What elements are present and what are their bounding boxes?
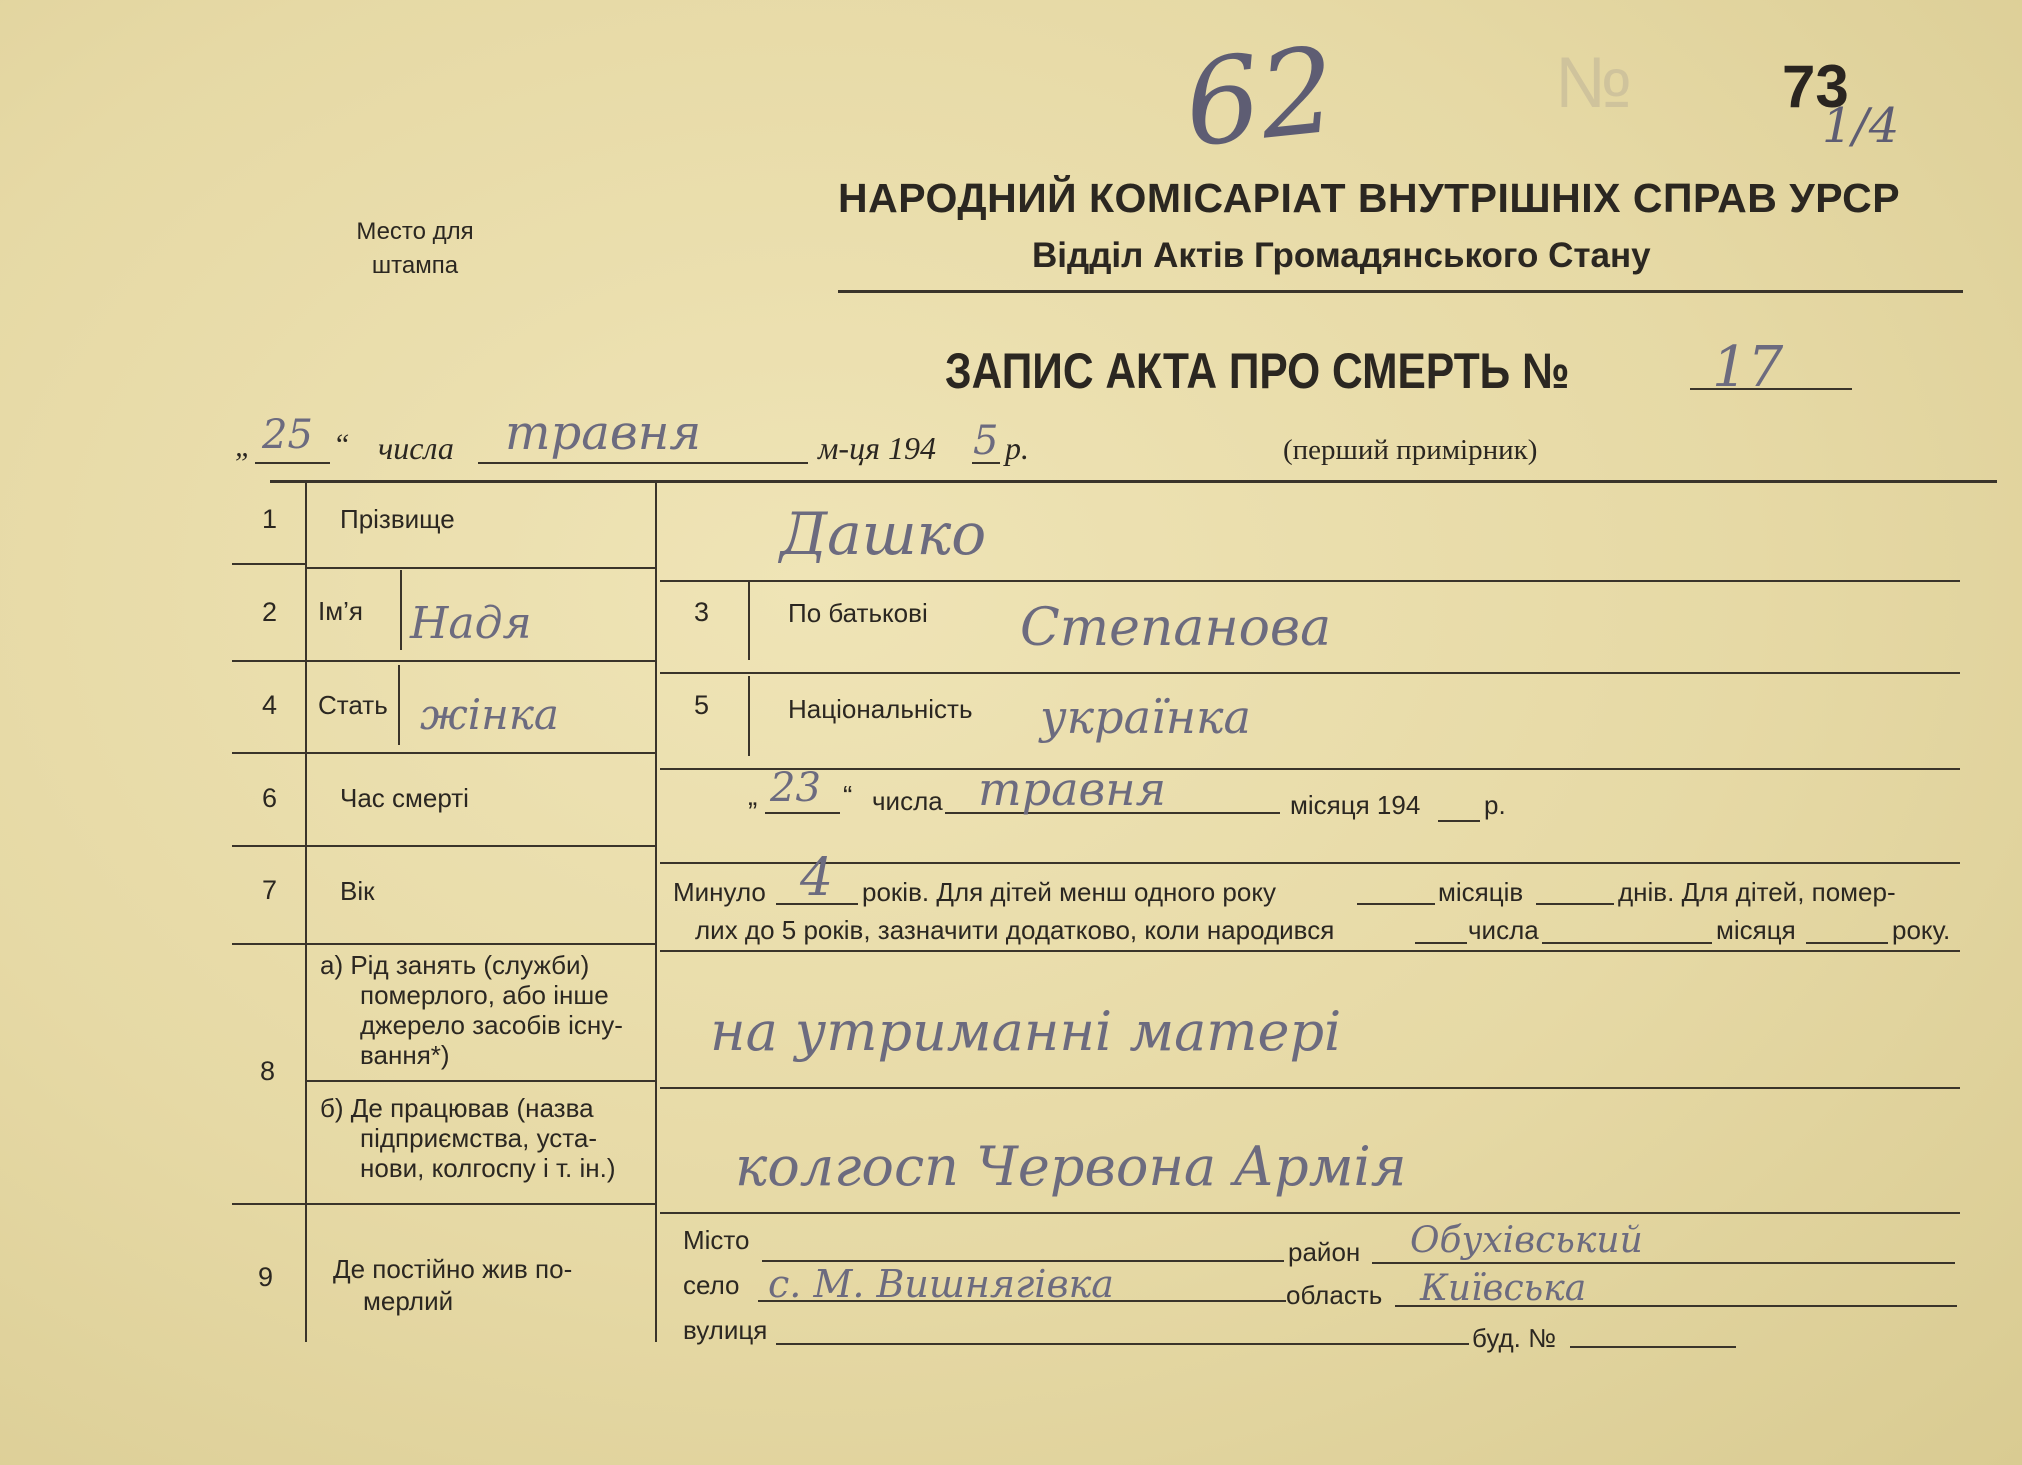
residence-label-line: Де постійно жив по- — [333, 1254, 573, 1284]
birth-day-underline — [1415, 942, 1467, 944]
name-divider — [400, 570, 402, 650]
right-sep — [660, 1212, 1960, 1214]
occupation-label — [320, 950, 623, 1070]
first-name-label: Ім’я — [318, 596, 363, 626]
occupation-label-line: померлого, або інше — [360, 980, 609, 1010]
district-underline — [1372, 1262, 1955, 1264]
region-label: область — [1286, 1280, 1383, 1310]
death-day-value: 23 — [770, 765, 821, 811]
date-month-underline — [478, 462, 808, 464]
date-word-year: р. — [1005, 430, 1029, 466]
occupation-label-line: а) Рід занять (служби) — [320, 950, 590, 980]
date-day-underline — [255, 462, 330, 464]
right-sep — [660, 768, 1960, 770]
occupation-value: на утриманні матері — [710, 1000, 1342, 1063]
left-sep — [305, 567, 655, 569]
nationality-label: Національність — [788, 694, 973, 724]
record-number: 17 — [1712, 335, 1784, 400]
date-day-value: 25 — [262, 412, 313, 458]
birth-word-year: року. — [1892, 915, 1951, 945]
row-number: 6 — [262, 783, 278, 813]
sex-value: жінка — [420, 690, 559, 739]
left-sep — [232, 660, 655, 662]
left-sep — [232, 752, 655, 754]
row-number: 3 — [694, 597, 710, 627]
workplace-label-line: б) Де працював (назва — [320, 1093, 594, 1123]
table-top-rule — [270, 480, 1997, 483]
workplace-value: колгосп Червона Армія — [735, 1135, 1407, 1198]
death-word-month: місяця 194 — [1290, 790, 1421, 820]
house-underline — [1570, 1346, 1736, 1348]
residence-label — [333, 1253, 572, 1317]
house-label: буд. № — [1472, 1323, 1556, 1353]
faded-number-mark: № — [1555, 43, 1633, 123]
archive-number-handwritten: 62 — [1178, 20, 1342, 174]
death-open-quote: „ — [748, 780, 758, 811]
left-sep — [232, 845, 655, 847]
patronymic-value: Степанова — [1020, 598, 1332, 658]
city-label: Місто — [683, 1225, 750, 1255]
district-value: Обухівський — [1410, 1220, 1643, 1261]
age-days-underline — [1536, 903, 1614, 905]
right-sep — [660, 862, 1960, 864]
workplace-label — [320, 1093, 616, 1183]
birth-word-day: числа — [1468, 915, 1539, 945]
surname-value: Дашко — [780, 500, 987, 568]
birth-year-underline — [1806, 942, 1888, 944]
age-months-word: місяців — [1438, 877, 1524, 907]
stamp-place-line-2: штампа — [371, 252, 459, 279]
left-sep — [305, 1080, 655, 1082]
age-prefix: Минуло — [673, 877, 766, 907]
left-sep — [232, 563, 305, 565]
form-title: ЗАПИС АКТА ПРО СМЕРТЬ № — [945, 343, 1570, 399]
workplace-label-line: підприємства, уста- — [360, 1123, 598, 1153]
nationality-divider — [748, 676, 750, 756]
street-label: вулиця — [683, 1315, 768, 1345]
date-word-day: числа — [378, 430, 454, 466]
village-label: село — [683, 1270, 740, 1300]
patronymic-label: По батькові — [788, 598, 928, 628]
stamp-number: 73 — [1782, 53, 1849, 120]
header-rule — [838, 290, 1963, 293]
death-word-day: числа — [872, 786, 943, 816]
date-close-quote: “ — [333, 428, 350, 461]
left-sep — [232, 943, 655, 945]
birth-month-underline — [1542, 942, 1712, 944]
dept-title: Відділ Актів Громадянського Стану — [1032, 236, 1651, 275]
death-word-year: р. — [1484, 790, 1506, 820]
row-number: 2 — [262, 597, 278, 627]
sheet-fraction: 1/4 — [1822, 98, 1900, 154]
date-month-value: травня — [505, 405, 702, 461]
death-day-underline — [765, 812, 840, 814]
age-years-value: 4 — [800, 848, 834, 908]
district-label: район — [1288, 1237, 1361, 1267]
stamp-place-line-1: Место для — [356, 218, 474, 245]
age-days-word: днів. Для дітей, помер- — [1618, 877, 1896, 907]
age-label: Вік — [340, 876, 375, 906]
death-time-label: Час смерті — [340, 783, 469, 813]
birth-word-month: місяця — [1716, 915, 1796, 945]
right-sep — [660, 580, 1960, 582]
date-word-month: м-ця 194 — [818, 430, 936, 466]
patronymic-divider — [748, 582, 750, 660]
row-number: 5 — [694, 690, 710, 720]
death-close-quote: “ — [843, 780, 853, 811]
death-year-underline — [1438, 820, 1480, 822]
village-value: с. М. Вишнягівка — [768, 1262, 1114, 1306]
street-underline — [776, 1343, 1469, 1345]
col-label-divider — [655, 480, 657, 1342]
occupation-label-line: джерело засобів існу- — [360, 1010, 623, 1040]
workplace-label-line: нови, колгоспу і т. ін.) — [360, 1153, 616, 1183]
first-name-value: Надя — [410, 598, 532, 649]
age-line1-rest: років. Для дітей менш одного року — [862, 877, 1277, 907]
copy-label: (перший примірник) — [1283, 434, 1538, 466]
sex-divider — [398, 665, 400, 745]
right-sep — [660, 950, 1960, 952]
death-month-value: травня — [978, 762, 1167, 816]
nationality-value: українка — [1040, 690, 1251, 744]
region-value: Київська — [1420, 1268, 1587, 1309]
age-line2: лих до 5 років, зазначити додатково, коли народився — [695, 915, 1335, 945]
right-sep — [660, 672, 1960, 674]
row-number: 1 — [262, 504, 278, 534]
sex-label: Стать — [318, 690, 388, 720]
date-open-quote: „ — [235, 430, 252, 463]
col-num-divider — [305, 480, 307, 1342]
row-number: 8 — [260, 1056, 276, 1086]
surname-label: Прізвище — [340, 504, 455, 534]
org-title: НАРОДНИЙ КОМІСАРІАТ ВНУТРІШНІХ СПРАВ УРСР — [838, 175, 1901, 221]
row-number: 7 — [262, 875, 278, 905]
left-sep — [232, 1203, 655, 1205]
date-year-digit: 5 — [973, 418, 999, 464]
row-number: 9 — [258, 1262, 274, 1292]
residence-label-line: мерлий — [363, 1286, 454, 1316]
occupation-label-line: вання*) — [360, 1040, 450, 1070]
age-months-underline — [1357, 903, 1435, 905]
right-sep — [660, 1087, 1960, 1089]
stamp-place-label — [325, 215, 505, 283]
row-number: 4 — [262, 690, 278, 720]
